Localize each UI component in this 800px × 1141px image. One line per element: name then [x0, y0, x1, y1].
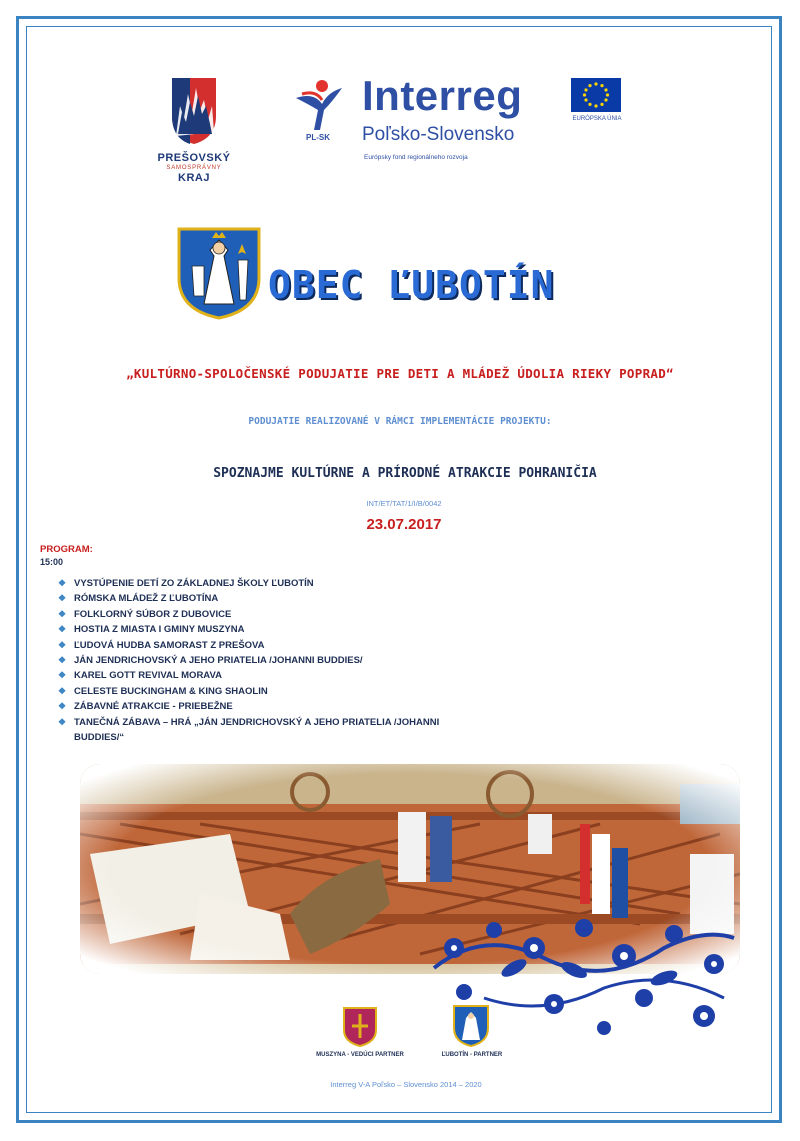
event-date: 23.07.2017: [366, 516, 442, 533]
program-item-text: VYSTÚPENIE DETÍ ZO ZÁKLADNEJ ŠKOLY ĽUBOTÍN: [74, 578, 314, 589]
interreg-region: Poľsko-Slovensko: [362, 124, 515, 145]
diamond-bullet-icon: ❖: [58, 593, 67, 604]
program-time: 15:00: [40, 557, 64, 567]
interreg-wordmark: Interreg: [362, 72, 523, 119]
lubotin-coat-of-arms-icon: [176, 226, 262, 325]
diamond-bullet-icon: ❖: [58, 639, 67, 650]
diamond-bullet-icon: ❖: [58, 670, 67, 681]
footer-note: Interreg V-A Poľsko – Slovensko 2014 – 2020: [330, 1080, 482, 1089]
project-code: INT/ET/TAT/1/I/B/0042: [366, 499, 442, 508]
project-title: SPOZNAJME KULTÚRNE A PRÍRODNÉ ATRAKCIE POHRANIČIA: [213, 466, 597, 481]
program-item: [58, 591, 478, 606]
program-item-text: RÓMSKA MLÁDEŽ Z ĽUBOTÍNA: [74, 593, 219, 605]
program-item: [58, 715, 478, 746]
program-item: [58, 668, 478, 683]
event-headline: „KULTÚRNO-SPOLOČENSKÉ PODUJATIE PRE DETI A MLÁDEŽ ÚDOLIA RIEKY POPRAD“: [126, 366, 674, 381]
diamond-bullet-icon: ❖: [58, 655, 67, 666]
psk-sub: SAMOSPRÁVNY: [166, 165, 222, 171]
diamond-bullet-icon: ❖: [58, 685, 67, 696]
project-intro: PODUJATIE REALIZOVANÉ V RÁMCI IMPLEMENTÁCIE PROJEKTU:: [248, 416, 552, 427]
diamond-bullet-icon: ❖: [58, 624, 67, 635]
program-item: [58, 576, 478, 591]
program-label: PROGRAM:: [40, 544, 93, 555]
program-item-text: JÁN JENDRICHOVSKÝ A JEHO PRIATELIA /JOHANNI BUDDIES/: [74, 655, 363, 667]
partner-muszyna-label: MUSZYNA - VEDÚCI PARTNER: [316, 1052, 404, 1058]
program-item: [58, 638, 478, 653]
psk-crest-icon: [170, 76, 218, 151]
psk-name: PREŠOVSKÝ: [157, 152, 231, 164]
program-item-text: CELESTE BUCKINGHAM & KING SHAOLIN: [74, 685, 268, 697]
lubotin-partner-crest-icon: [452, 1004, 490, 1053]
diamond-bullet-icon: ❖: [58, 578, 67, 588]
partner-lubotin-label: ĽUBOTÍN - PARTNER: [441, 1052, 503, 1058]
diamond-bullet-icon: ❖: [58, 716, 67, 727]
program-list: [58, 576, 478, 745]
muszyna-crest-icon: [342, 1006, 378, 1053]
program-item-text: ZÁBAVNÉ ATRAKCIE - PRIEBEŽNE: [74, 701, 233, 713]
eu-label: EURÓPSKA ÚNIA: [572, 116, 622, 122]
page-title: OBEC ĽUBOTÍN: [268, 263, 555, 307]
program-item: [58, 699, 478, 714]
interreg-fund: Európsky fond regionálneho rozvoja: [364, 154, 468, 161]
plsk-label: PL-SK: [306, 133, 330, 142]
plsk-figure-icon: [292, 78, 344, 137]
program-item-text: KAREL GOTT REVIVAL MORAVA: [74, 670, 222, 682]
program-item: [58, 607, 478, 622]
program-item: [58, 622, 478, 637]
program-item-text: FOLKLORNÝ SÚBOR Z DUBOVICE: [74, 608, 232, 620]
eu-flag-icon: [571, 78, 621, 112]
program-item-text: TANEČNÁ ZÁBAVA – HRÁ „JÁN JENDRICHOVSKÝ A JEHO PRIATELIA /JOHANNI BUDDIES/“: [74, 716, 440, 744]
psk-logo-text: [146, 152, 242, 184]
program-item-text: ĽUDOVÁ HUDBA SAMORAST Z PREŠOVA: [74, 639, 265, 651]
program-item: [58, 684, 478, 699]
diamond-bullet-icon: ❖: [58, 701, 67, 712]
program-item-text: HOSTIA Z MIASTA I GMINY MUSZYNA: [74, 624, 245, 636]
diamond-bullet-icon: ❖: [58, 608, 67, 619]
psk-region: KRAJ: [178, 172, 210, 184]
program-item: [58, 653, 478, 668]
